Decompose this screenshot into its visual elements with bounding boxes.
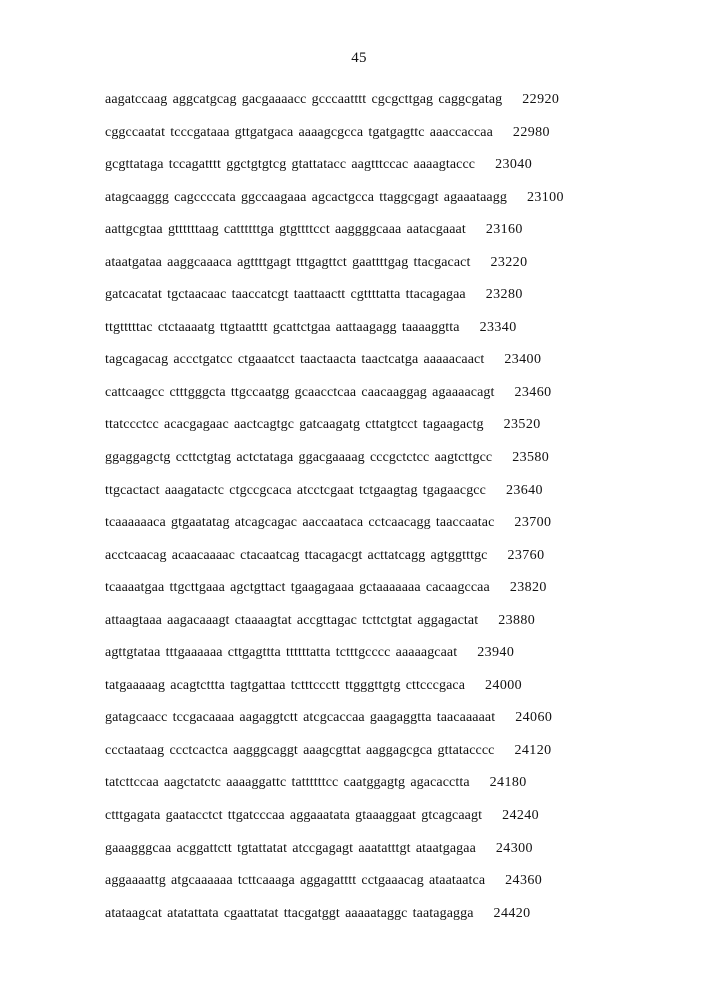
sequence-text: ttgcactact aaagatactc ctgccgcaca atcctcgaat tctgaagtag tgagaacgcc [105, 482, 486, 498]
sequence-position-number: 22980 [512, 124, 550, 140]
sequence-position-number: 23880 [498, 612, 536, 628]
sequence-position-number: 23820 [509, 580, 547, 596]
sequence-position-number: 23760 [507, 547, 545, 563]
sequence-line [105, 483, 698, 516]
sequence-line [105, 678, 698, 711]
sequence-line [105, 385, 698, 418]
sequence-text: ataatgataa aaggcaaaca agttttgagt tttgagttct gaattttgag ttacgacact [105, 254, 471, 270]
sequence-line [105, 92, 698, 125]
sequence-position-number: 23640 [505, 482, 543, 498]
sequence-line [105, 906, 698, 939]
sequence-position-number: 23220 [490, 254, 528, 270]
sequence-position-number: 24360 [505, 873, 543, 889]
sequence-text: tatgaaaaag acagtcttta tagtgattaa tctttccctt ttgggttgtg cttcccgaca [105, 677, 466, 693]
sequence-position-number: 24240 [502, 808, 540, 824]
sequence-text: attaagtaaa aagacaaagt ctaaaagtat accgttagac tcttctgtat aggagactat [105, 612, 479, 628]
sequence-line [105, 873, 698, 906]
sequence-line [105, 450, 698, 483]
sequence-position-number: 23940 [477, 645, 515, 661]
sequence-listing [105, 92, 698, 938]
sequence-text: acctcaacag acaacaaaac ctacaatcag ttacagacgt acttatcagg agtggtttgc [105, 547, 488, 563]
sequence-text: gcgttataga tccagatttt ggctgtgtcg gtattatacc aagtttccac aaaagtaccc [105, 157, 476, 173]
sequence-text: gaaagggcaa acggattctt tgtattatat atccgagagt aaatatttgt ataatgagaa [105, 840, 476, 856]
sequence-line [105, 775, 698, 808]
sequence-position-number: 23520 [503, 417, 541, 433]
sequence-text: tcaaaaaaca gtgaatatag atcagcagac aaccaataca cctcaacagg taaccaatac [105, 515, 495, 531]
sequence-line [105, 841, 698, 874]
sequence-text: aggaaaattg atgcaaaaaa tcttcaaaga aggagatttt cctgaaacag ataataatca [105, 873, 486, 889]
sequence-line [105, 255, 698, 288]
sequence-line [105, 157, 698, 190]
sequence-text: aattgcgtaa gttttttaag cattttttga gtgttttcct aaggggcaaa aatacgaaat [105, 222, 466, 238]
sequence-position-number: 23400 [504, 352, 542, 368]
sequence-line [105, 515, 698, 548]
sequence-text: tagcagacag accctgatcc ctgaaatcct taactaacta taactcatga aaaaacaact [105, 352, 485, 368]
sequence-position-number: 23160 [485, 222, 523, 238]
sequence-position-number: 24300 [495, 840, 533, 856]
sequence-position-number: 23460 [514, 384, 552, 400]
sequence-position-number: 24420 [493, 905, 531, 921]
sequence-position-number: 23580 [512, 450, 550, 466]
sequence-position-number: 24120 [514, 742, 552, 758]
sequence-text: agttgtataa tttgaaaaaa cttgagttta ttttttatta tctttgcccc aaaaagcaat [105, 645, 458, 661]
sequence-text: ttatccctcc acacgagaac aactcagtgc gatcaagatg cttatgtcct tagaagactg [105, 417, 484, 433]
sequence-line [105, 548, 698, 581]
sequence-text: ctttgagata gaatacctct ttgatcccaa aggaaatata gtaaaggaat gtcagcaagt [105, 808, 483, 824]
sequence-text: cattcaagcc ctttgggcta ttgccaatgg gcaacctcaa caacaaggag agaaaacagt [105, 384, 495, 400]
sequence-text: gatagcaacc tccgacaaaa aagaggtctt atcgcaccaa gaagaggtta taacaaaaat [105, 710, 496, 726]
sequence-line [105, 287, 698, 320]
sequence-line [105, 352, 698, 385]
sequence-line [105, 320, 698, 353]
sequence-line [105, 710, 698, 743]
page-number: 45 [351, 50, 367, 66]
sequence-line [105, 417, 698, 450]
sequence-position-number: 22920 [522, 92, 560, 107]
sequence-line [105, 743, 698, 776]
sequence-line [105, 613, 698, 646]
sequence-position-number: 23100 [526, 189, 564, 205]
sequence-position-number: 24180 [489, 775, 527, 791]
sequence-text: ggaggagctg ccttctgtag actctataga ggacgaaaag cccgctctcc aagtcttgcc [105, 450, 493, 466]
sequence-line [105, 645, 698, 678]
sequence-text: atataagcat atatattata cgaattatat ttacgatggt aaaaataggc taatagagga [105, 905, 474, 921]
sequence-line [105, 190, 698, 223]
sequence-text: ttgtttttac ctctaaaatg ttgtaatttt gcattctgaa aattaagagg taaaaggtta [105, 319, 460, 335]
sequence-text: ccctaataag ccctcactca aagggcaggt aaagcgttat aaggagcgca gttatacccc [105, 742, 495, 758]
sequence-text: atagcaaggg cagccccata ggccaagaaa agcactgcca ttaggcgagt agaaataagg [105, 189, 507, 205]
sequence-text: tcaaaatgaa ttgcttgaaa agctgttact tgaagagaaa gctaaaaaaa cacaagccaa [105, 580, 490, 596]
sequence-text: gatcacatat tgctaacaac taaccatcgt taattaactt cgttttatta ttacagagaa [105, 287, 466, 303]
sequence-position-number: 23340 [479, 319, 517, 335]
sequence-text: aagatccaag aggcatgcag gacgaaaacc gcccaatttt cgcgcttgag caggcgatag [105, 92, 503, 107]
sequence-position-number: 23040 [495, 157, 533, 173]
sequence-position-number: 24000 [485, 677, 523, 693]
sequence-line [105, 125, 698, 158]
sequence-text: tatcttccaa aagctatctc aaaaggattc tattttttcc caatggagtg agacacctta [105, 775, 470, 791]
sequence-line [105, 808, 698, 841]
sequence-position-number: 23700 [514, 515, 552, 531]
sequence-line [105, 580, 698, 613]
sequence-position-number: 23280 [485, 287, 523, 303]
sequence-text: cggccaatat tcccgataaa gttgatgaca aaaagcgcca tgatgagttc aaaccaccaa [105, 124, 493, 140]
sequence-position-number: 24060 [515, 710, 553, 726]
sequence-line [105, 222, 698, 255]
